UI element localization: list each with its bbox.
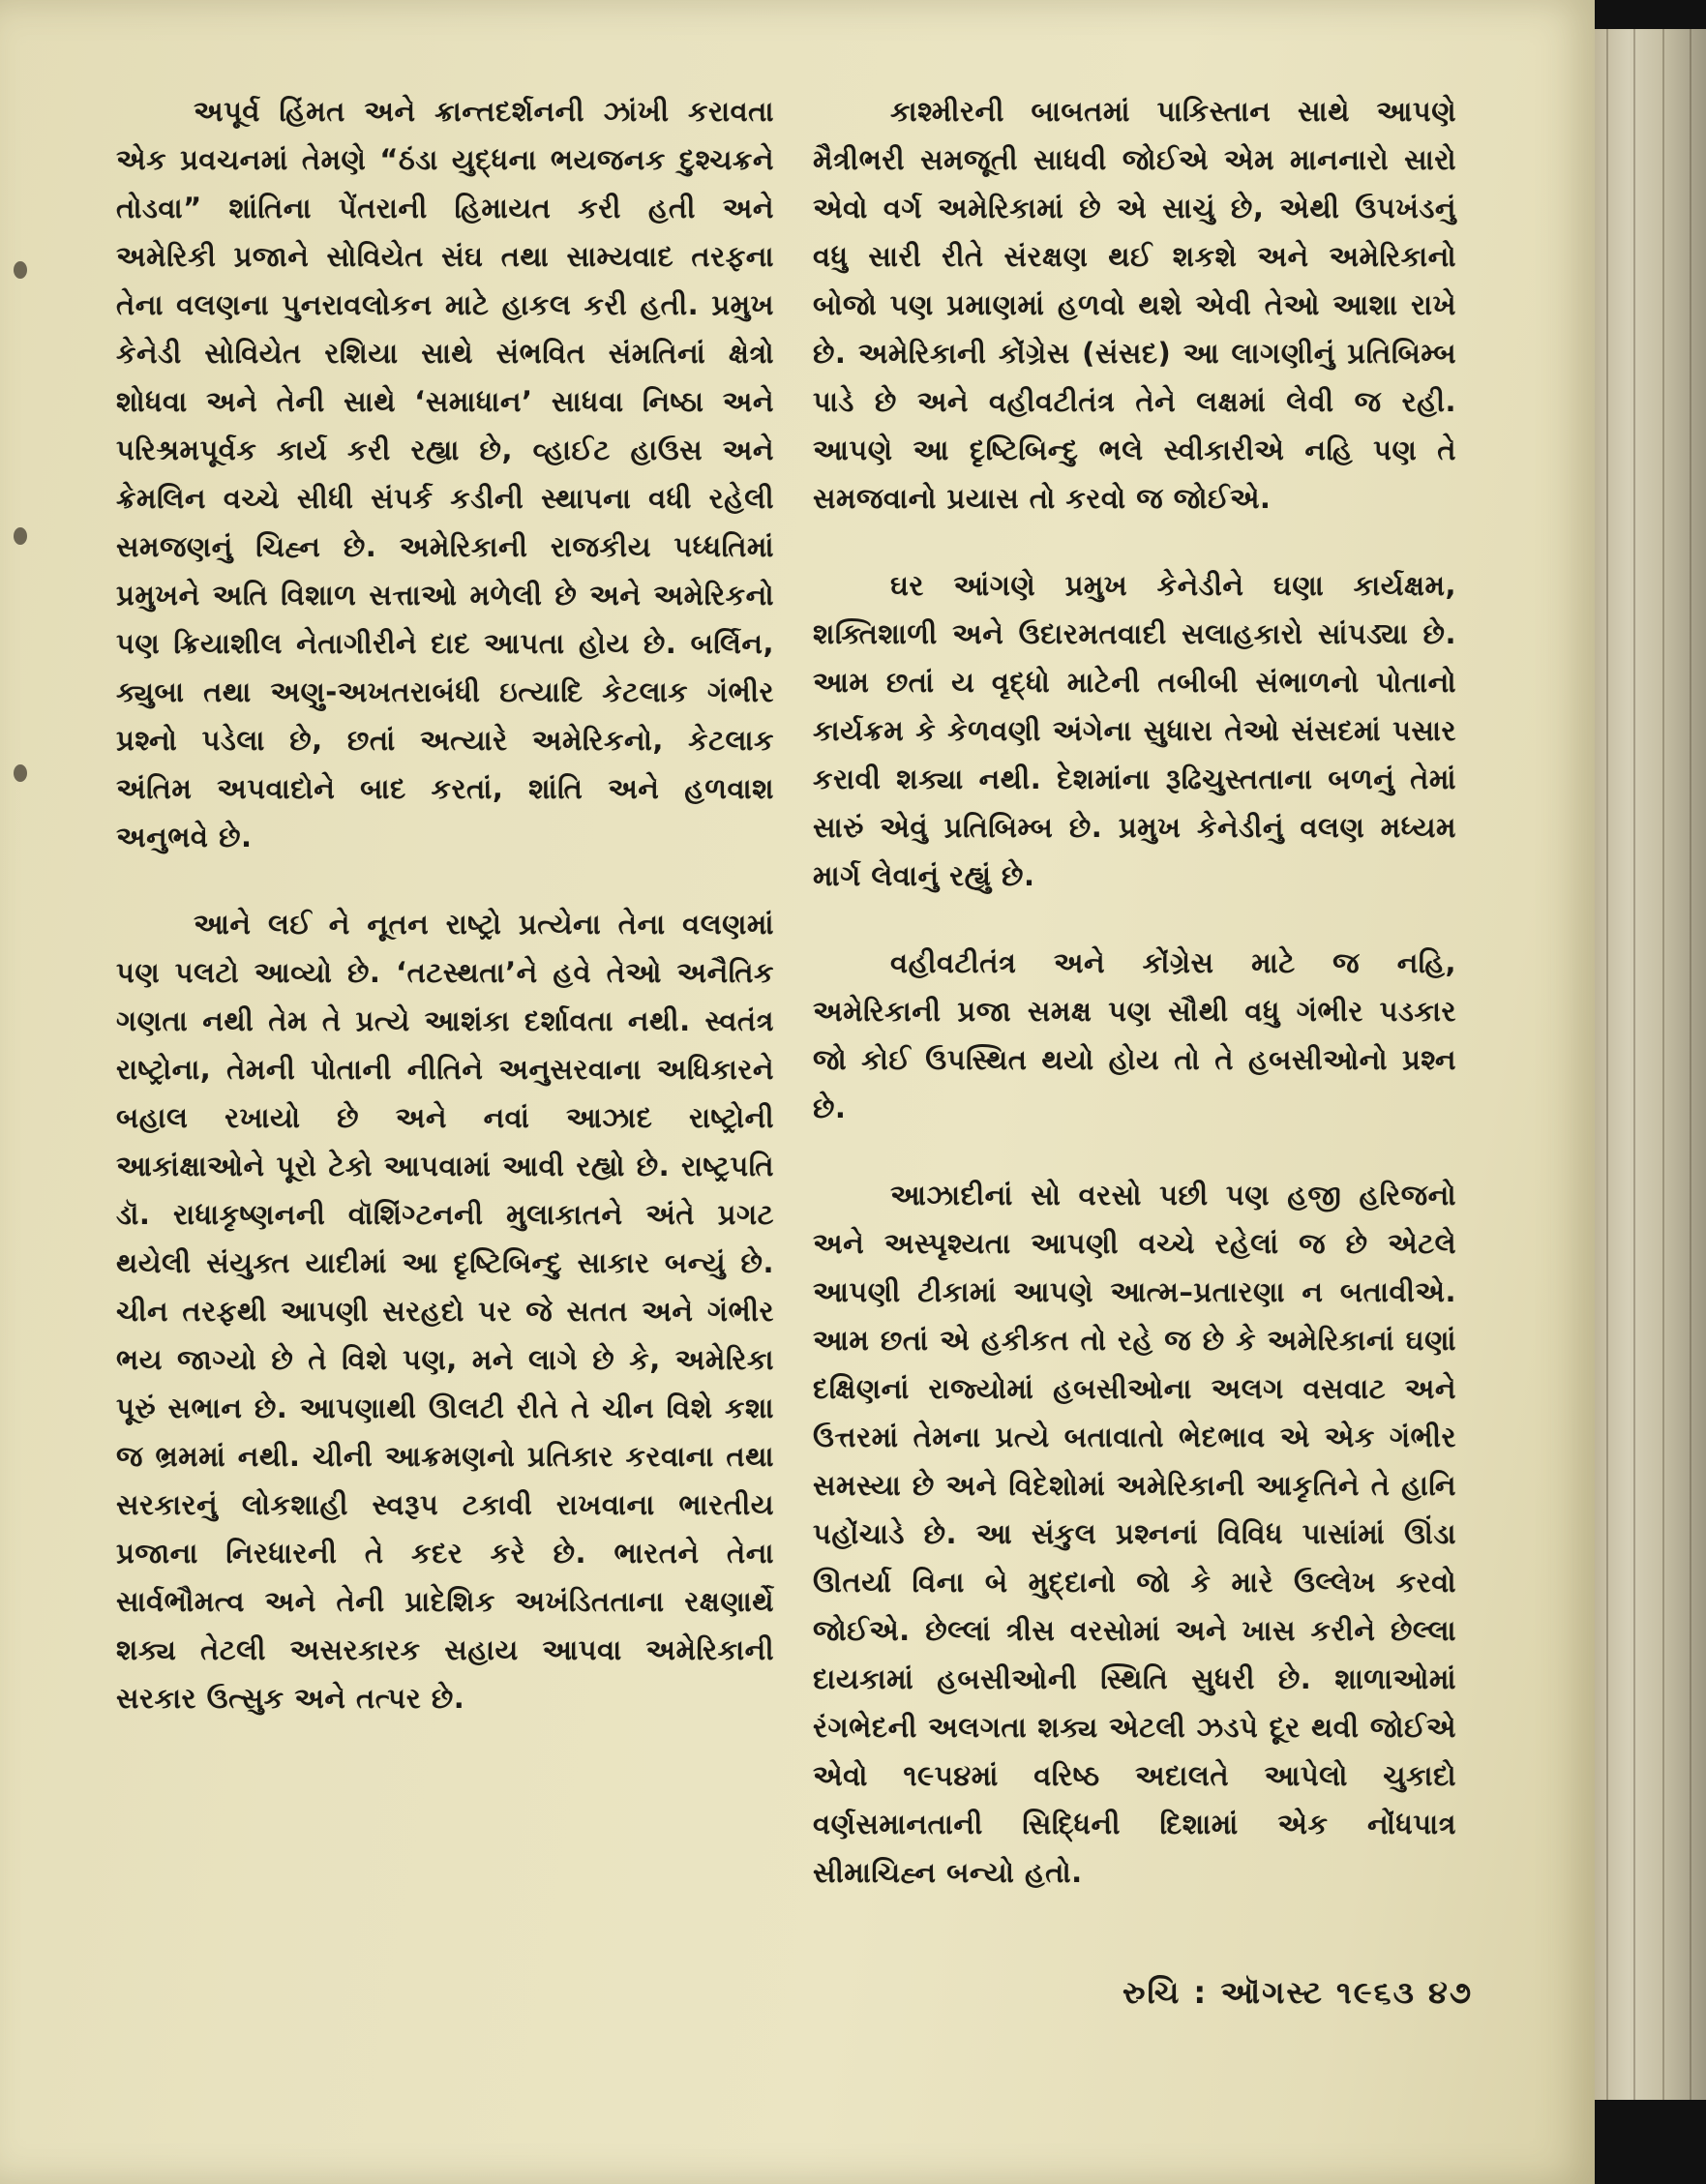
page-stack-edge [1595, 29, 1706, 2100]
right-column [813, 87, 1456, 1935]
margin-spot [14, 261, 27, 279]
paragraph: આઝાદીનાં સો વરસો પછી પણ હજી હરિજનો અને અસ્પૃશ્યતા આપણી વચ્ચે રહેલાં જ છે એટલે આપણી ટીકામાં આપણે આત્મ–પ્રતારણા ન બતાવીએ. આમ છતાં એ હકીકત તો રહે જ છે કે અમેરિકાનાં ઘણાં દક્ષિણનાં રાજ્યોમાં હબસીઓના અલગ વસવાટ અને ઉત્તરમાં તેમના પ્રત્યે બતાવાતો ભેદભાવ એ એક ગંભીર સમસ્યા છે અને વિદેશોમાં અમેરિકાની આકૃતિને તે હાનિ પહોંચાડે છે. આ સંકુલ પ્રશ્નનાં વિવિધ પાસાંમાં ઊંડા ઊતર્યા વિના બે મુદ્દાનો જો કે મારે ઉલ્લેખ કરવો જોઈએ. છેલ્લાં ત્રીસ વરસોમાં અને ખાસ કરીને છેલ્લા દાયકામાં હબસીઓની સ્થિતિ સુધરી છે. શાળાઓમાં રંગભેદની અલગતા શક્ય એટલી ઝડપે દૂર થવી જોઈએ એવો ૧૯૫૪માં વરિષ્ઠ અદાલતે આપેલો ચુકાદો વર્ણસમાનતાની સિદ્ધિની દિશામાં એક નોંધપાત્ર સીમાચિહ્ન બન્યો હતો. [813, 1179, 1456, 1889]
paragraph: વહીવટીતંત્ર અને કોંગ્રેસ માટે જ નહિ, અમેરિકાની પ્રજા સમક્ષ પણ સૌથી વધુ ગંભીર પડકાર જો કોઈ ઉપસ્થિત થયો હોય તો તે હબસીઓનો પ્રશ્ન છે. [813, 946, 1456, 1124]
margin-spot [14, 764, 27, 782]
paragraph: અપૂર્વ હિંમત અને ક્રાન્તદર્શનની ઝાંખી કરાવતા એક પ્રવચનમાં તેમણે “ઠંડા યુદ્ધના ભયજનક દુશ્ચક્રને તોડવા” શાંતિના પેંતરાની હિમાયત કરી હતી અને અમેરિકી પ્રજાને સોવિયેત સંઘ તથા સામ્યવાદ તરફના તેના વલણના પુનરાવલોકન માટે હાકલ કરી હતી. પ્રમુખ કેનેડી સોવિયેત રશિયા સાથે સંભવિત સંમતિનાં ક્ષેત્રો શોધવા અને તેની સાથે ‘સમાધાન’ સાધવા નિષ્ઠા અને પરિશ્રમપૂર્વક કાર્ય કરી રહ્યા છે, વ્હાઈટ હાઉસ અને ક્રેમલિન વચ્ચે સીધી સંપર્ક કડીની સ્થાપના વધી રહેલી સમજણનું ચિહ્ન છે. અમેરિકાની રાજકીય પધ્ધતિમાં પ્રમુખને અતિ વિશાળ સત્તાઓ મળેલી છે અને અમેરિકનો પણ ક્રિયાશીલ નેતાગીરીને દાદ આપતા હોય છે. બર્લિન, ક્યુબા તથા અણુ-અખતરાબંધી ઇત્યાદિ કેટલાક ગંભીર પ્રશ્નો પડેલા છે, છતાં અત્યારે અમેરિકનો, કેટલાક અંતિમ અપવાદોને બાદ કરતાં, શાંતિ અને હળવાશ અનુભવે છે. [116, 95, 774, 853]
left-column [116, 87, 774, 1761]
page-footer: રુચિ : ઑગસ્ટ ૧૯૬૩ ૪૭ [1122, 1974, 1474, 2011]
margin-spot [14, 527, 27, 545]
paragraph: ઘર આંગણે પ્રમુખ કેનેડીને ઘણા કાર્યક્ષમ, શક્તિશાળી અને ઉદારમતવાદી સલાહકારો સાંપડ્યા છે. આમ છતાં ય વૃદ્ધો માટેની તબીબી સંભાળનો પોતાનો કાર્યક્રમ કે કેળવણી અંગેના સુધારા તેઓ સંસદમાં પસાર કરાવી શક્યા નથી. દેશમાંના રૂઢિચુસ્તતાના બળનું તેમાં સારું એવું પ્રતિબિમ્બ છે. પ્રમુખ કેનેડીનું વલણ મધ્યમ માર્ગ લેવાનું રહ્યું છે. [813, 569, 1456, 892]
paragraph: આને લઈ ને નૂતન રાષ્ટ્રો પ્રત્યેના તેના વલણમાં પણ પલટો આવ્યો છે. ‘તટસ્થતા’ને હવે તેઓ અનૈતિક ગણતા નથી તેમ તે પ્રત્યે આશંકા દર્શાવતા નથી. સ્વતંત્ર રાષ્ટ્રોના, તેમની પોતાની નીતિને અનુસરવાના અધિકારને બહાલ રખાયો છે અને નવાં આઝાદ રાષ્ટ્રોની આકાંક્ષાઓને પૂરો ટેકો આપવામાં આવી રહ્યો છે. રાષ્ટ્રપતિ ડૉ. રાધાકૃષ્ણનની વૉશિંગ્ટનની મુલાકાતને અંતે પ્રગટ થયેલી સંયુક્ત યાદીમાં આ દૃષ્ટિબિન્દુ સાકાર બન્યું છે. ચીન તરફથી આપણી સરહદો પર જે સતત અને ગંભીર ભય જાગ્યો છે તે વિશે પણ, મને લાગે છે કે, અમેરિકા પૂરું સભાન છે. આપણાથી ઊલટી રીતે તે ચીન વિશે કશા જ ભ્રમમાં નથી. ચીની આક્રમણનો પ્રતિકાર કરવાના તથા સરકારનું લોકશાહી સ્વરૂપ ટકાવી રાખવાના ભારતીય પ્રજાના નિરધારની તે કદર કરે છે. ભારતને તેના સાર્વભૌમત્વ અને તેની પ્રાદેશિક અખંડિતતાના રક્ષણાર્થે શક્ય તેટલી અસરકારક સહાય આપવા અમેરિકાની સરકાર ઉત્સુક અને તત્પર છે. [116, 908, 774, 1715]
paragraph: કાશ્મીરની બાબતમાં પાકિસ્તાન સાથે આપણે મૈત્રીભરી સમજૂતી સાધવી જોઈએ એમ માનનારો સારો એવો વર્ગ અમેરિકામાં છે એ સાચું છે, એથી ઉપખંડનું વધુ સારી રીતે સંરક્ષણ થઈ શકશે અને અમેરિકાનો બોજો પણ પ્રમાણમાં હળવો થશે એવી તેઓ આશા રાખે છે. અમેરિકાની કોંગ્રેસ (સંસદ) આ લાગણીનું પ્રતિબિમ્બ પાડે છે અને વહીવટીતંત્ર તેને લક્ષમાં લેવી જ રહી. આપણે આ દૃષ્ટિબિન્દુ ભલે સ્વીકારીએ નહિ પણ તે સમજવાનો પ્રયાસ તો કરવો જ જોઈએ. [813, 95, 1456, 515]
